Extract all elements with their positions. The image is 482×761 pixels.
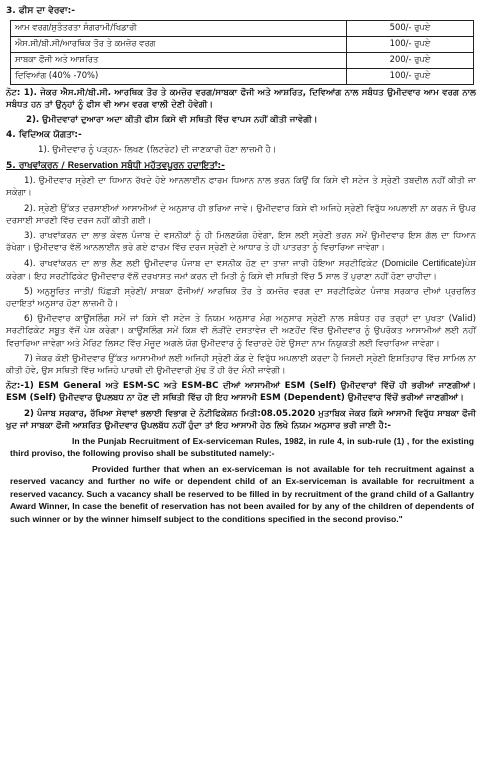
fee-category: ਦਿਵਿਆਂਗ (40% -70%) (11, 68, 347, 84)
esm-note-2: 2) ਪੰਜਾਬ ਸਰਕਾਰ, ਰੱਖਿਆ ਸੇਵਾਵਾਂ ਭਲਾਈ ਵਿਭਾਗ ਦੇ ਨੋਟੀਫਿਕੇਸ਼ਨ ਮਿਤੀ:08.05.2020 ਮੁਤਾਬਿਕ ਜੇਕਰ ਕਿਸੇ ਆਸਾਮੀ ਵਿਰੁੱਧ ਸਾਬਕਾ ਫੌਜੀ ਖੁਦ ਜਾਂ ਸਾਬਕਾ ਫੌਜੀ ਆਸ਼ਰਿਤ ਉਮੀਦਵਾਰ ਉਪਲਬੱਧ ਨਹੀਂ ਹੁੰਦਾ ਤਾਂ ਇਹ ਆਸਾਮੀ ਹੇਠ ਲਿਖੇ ਨਿਯਮ ਅਨੁਸਾਰ ਭਰੀ ਜਾਈ ਹੈ:- (6, 408, 476, 431)
fee-amount: 200/- ਰੁਪਏ (347, 52, 474, 68)
reservation-heading (6, 159, 476, 173)
fee-amount: 100/- ਰੁਪਏ (347, 36, 474, 52)
reservation-point: 2). ਸ੍ਰੇਣੀ ਉੱਕਤ ਦਰਸਾਈਆਂ ਆਸਾਮੀਆਂ ਦੇ ਅਨੁਸਾਰ ਹੀ ਭਰਿਆ ਜਾਵੇ। ਉਮੀਦਵਾਰ ਕਿਸੇ ਵੀ ਅਜਿਹੇ ਸ੍ਰੇਣੀ ਵਿਰੁੱਧ ਅਪਲਾਈ ਨਾ ਕਰਨ ਜੋ ਉਪਰ ਦਰਸਾਈ ਸਾਰਣੀ ਵਿੱਚ ਦਰਜ ਨਹੀਂ ਕੀਤੀ ਗਈ। (6, 203, 476, 226)
domicile-text-b: ਪੇਸ਼ ਕਰੇਗਾ। ਇਹ ਸਰਟੀਫਿਕੇਟ ਉਮੀਦਵਾਰ ਵੱਲੋਂ ਦਰਖਾਸਤ ਜਮਾਂ ਕਰਨ ਦੀ ਮਿਤੀ ਨੂੰ ਕਿਸੇ ਵੀ ਸਥਿਤੀ ਵਿੱਚ 5 ਸਾਲ ਤੋਂ ਪੁਰਾਣਾ ਨਹੀਂ ਹੋਣਾ ਚਾਹੀਦਾ। (6, 259, 476, 282)
fee-category: ਆਮ ਵਰਗ/ਸੁਤੰਤਰਤਾ ਸੰਗਰਾਮੀ/ਖਿਡਾਰੀ (11, 20, 347, 36)
fee-note-1: ਨੋਟ: 1). ਜੇਕਰ ਐਸ.ਸੀ/ਬੀ.ਸੀ. ਆਰਥਿਕ ਤੌਰ ਤੇ ਕਮਜ਼ੋਰ ਵਰਗ/ਸਾਬਕਾ ਫੌਜੀ ਅਤੇ ਆਸ਼ਰਿਤ, ਦਿਵਿਆਂਗ ਨਾਲ ਸਬੰਧਤ ਉਮੀਦਵਾਰ ਆਮ ਵਰਗ ਨਾਲ ਸਬੰਧਤ ਹਨ ਤਾਂ ਉਨ੍ਹਾਂ ਨੂੰ ਫੀਸ ਵੀ ਆਮ ਵਰਗ ਵਾਲੀ ਦੇਣੀ ਹੋਵੇਗੀ। (6, 87, 476, 110)
domicile-certificate-label: (Domicile Certificate) (381, 258, 465, 269)
reservation-heading-en: Reservation (67, 160, 119, 171)
reservation-point: 5) ਅਨੁਸੂਚਿਤ ਜਾਤੀ/ ਪਿੱਛੜੀ ਸ੍ਰੇਣੀ/ ਸਾਬਕਾ ਫੌਜੀਆਂ/ ਆਰਥਿਕ ਤੌਰ ਤੇ ਕਮਜ਼ੋਰ ਵਰਗ ਦਾ ਸਰਟੀਫਿਕੇਟ ਪੰਜਾਬ ਸਰਕਾਰ ਦੀਆਂ ਪ੍ਰਚਲਿਤ ਹਦਾਇਤਾਂ ਅਨੁਸਾਰ ਹੋਣਾ ਲਾਜ਼ਮੀ ਹੈ। (6, 286, 476, 309)
document-page (6, 5, 476, 528)
eligibility-item: 1). ਉਮੀਦਵਾਰ ਨੂੰ ਪੜ੍ਹਨ- ਲਿਖਣ (ਲਿਟਰੇਟ) ਦੀ ਜਾਣਕਾਰੀ ਹੋਣਾ ਲਾਜ਼ਮੀ ਹੈ। (38, 145, 277, 156)
reservation-point: 1). ਉਮੀਦਵਾਰ ਸ੍ਰੇਣੀ ਦਾ ਧਿਆਨ ਰੱਖਦੇ ਹੋਏ ਆਨਲਾਈਨ ਫਾਰਮ ਧਿਆਨ ਨਾਲ ਭਰਨ ਕਿਉਂ ਕਿ ਕਿਸੇ ਵੀ ਸਟੇਜ ਤੇ ਸ੍ਰੇਣੀ ਤਬਦੀਲ ਨਹੀਂ ਕੀਤੀ ਜਾ ਸਕੇਗਾ। (6, 176, 476, 199)
fee-table (10, 20, 474, 85)
fee-category: ਸਾਬਕਾ ਫੌਜੀ ਅਤੇ ਆਸ਼ਰਿਤ (11, 52, 347, 68)
table-row (11, 52, 474, 68)
table-row (11, 20, 474, 36)
table-row (11, 68, 474, 84)
quote-paragraph-1: In the Punjab Recruitment of Ex-serviceman Rules, 1982, in rule 4, in sub-rule (1) , for the existing third proviso, the following proviso shall be substituted namely:- (10, 435, 474, 459)
fee-amount: 100/- ਰੁਪਏ (347, 68, 474, 84)
reservation-heading-suffix: ਸਬੰਧੀ ਮਹੱਤਵਪੂਰਨ ਹਦਾਇਤਾਂ:- (118, 161, 225, 172)
reservation-point (6, 257, 476, 282)
domicile-text-a: 4). ਰਾਖਵਾਂਕਰਨ ਦਾ ਲਾਭ ਲੈਣ ਲਈ ਉਮੀਦਵਾਰ ਪੰਜਾਬ ਦਾ ਵਸਨੀਕ ਹੋਣ ਦਾ ਤਾਜ਼ਾ ਜਾਰੀ ਹੋਇਆ ਸਰਟੀਫਿਕੇਟ (24, 259, 378, 270)
fee-category: ਐਸ.ਸੀ/ਬੀ.ਸੀ/ਆਰਥਿਕ ਤੌਰ ਤੇ ਕਮਜ਼ੋਰ ਵਰਗ (11, 36, 347, 52)
reservation-point: 6) ਉਮੀਦਵਾਰ ਕਾਊਂਸਲਿੰਗ ਸਮੇਂ ਜਾਂ ਕਿਸੇ ਵੀ ਸਟੇਜ ਤੇ ਨਿਯਮ ਅਨੁਸਾਰ ਮੰਗ ਅਨੁਸਾਰ ਸ੍ਰੇਣੀ ਨਾਲ ਸਬੰਧਤ ਹਰ ਤਰ੍ਹਾਂ ਦਾ ਪੁਖਤਾ (Valid) ਸਰਟੀਫਿਕੇਟ ਸਬੂਤ ਵੱਜੋਂ ਪੇਸ਼ ਕਰੇਗਾ। ਕਾਊਂਸਲਿੰਗ ਸਮੇਂ ਕਿਸ਼ ਵੀ ਲੋੜੀਂਦੇ ਦਸਤਾਵੇਜ਼ ਦੀ ਅਣਹੋਂਦ ਵਿੱਚ ਉਮੀਦਵਾਰ ਨੂੰ ਉਪਰੋਕਤ ਆਸਾਮੀਆਂ ਲਈ ਨਹੀਂ ਵਿਚਾਰਿਆ ਜਾਵੇਗਾ ਅਤੇ ਮੈਰਿਟ ਲਿਸਟ ਵਿੱਚ ਮੌਜੂਦ ਅਗਲੇ ਯੋਗ ਉਮੀਦਵਾਰ ਨੂੰ ਵਿਚਾਰਦੇ ਹੋਏ ਉਸਦਾ ਨਾਮ ਨਿਯੁਕਤੀ ਲਈ ਵਿਚਾਰਿਆ ਜਾਵੇਗਾ। (6, 314, 476, 349)
eligibility-heading: 4. ਵਿਦਿਅਕ ਯੋਗਤਾ:- (6, 130, 82, 141)
fee-heading: 3. ਫੀਸ ਦਾ ਵੇਰਵਾ:- (6, 6, 75, 16)
reservation-point: 3). ਰਾਖਵਾਂਕਰਨ ਦਾ ਲਾਭ ਕੇਵਲ ਪੰਜਾਬ ਦੇ ਵਸਨੀਕਾਂ ਨੂੰ ਹੀ ਮਿਲਣਯੋਗ ਹੋਵੇਗਾ, ਇਸ ਲਈ ਸ੍ਰੇਣੀ ਭਰਨ ਸਮੇਂ ਉਮੀਦਵਾਰ ਇਸ ਗੱਲ ਦਾ ਧਿਆਨ ਰੱਖੇਗਾ। ਉਮੀਦਵਾਰ ਵੱਲੋਂ ਆਨਲਾਈਨ ਭਰੇ ਗਏ ਫਾਰਮ ਵਿੱਚ ਦਰਜ ਸ੍ਰੇਣੀ ਦੇ ਆਧਾਰ ਤੇ ਹੀ ਪਾਤਰਤਾ ਨੂੰ ਵਿਚਾਰਿਆ ਜਾਵੇਗਾ। (6, 230, 476, 254)
rule-quote (6, 435, 476, 525)
esm-note-1: ਨੋਟ:-1) ESM General ਅਤੇ ESM-SC ਅਤੇ ESM-BC ਦੀਆਂ ਆਸਾਮੀਆਂ ESM (Self) ਉਮੀਦਵਾਰਾਂ ਵਿੱਚੋਂ ਹੀ ਭਰੀਆਂ ਜਾਣਗੀਆਂ। ESM (Self) ਉਮੀਦਵਾਰ ਉਪਲਬਧ ਨਾ ਹੋਣ ਦੀ ਸਥਿਤੀ ਵਿੱਚ ਹੀ ਇਹ ਆਸਾਮੀ ESM (Dependent) ਉਮੀਦਵਾਰ ਵਿੱਚੋਂ ਭਰੀਆਂ ਜਾਣਗੀਆਂ। (6, 381, 476, 404)
table-row (11, 36, 474, 52)
reservation-heading-prefix: 5. ਰਾਖਵਾਂਕਰਨ / (6, 161, 68, 172)
reservation-point: 7) ਜੇਕਰ ਕੋਈ ਉਮੀਦਵਾਰ ਉੱਕਤ ਆਸਾਮੀਆਂ ਲਈ ਅਜਿਹੀ ਸ੍ਰੇਣੀ ਕੋਡ ਦੇ ਵਿਰੁੱਧ ਅਪਲਾਈ ਕਰਦਾ ਹੈ ਜਿਸਦੀ ਸ੍ਰੇਣੀ ਇਸ਼ਤਿਹਾਰ ਵਿੱਚ ਸਾਮਿਲ ਨਾ ਕੀਤੀ ਹੋਵੇ, ਉਸ ਸਥਿਤੀ ਵਿੱਚ ਅਜਿਹੇ ਪਾਰਥੀ ਦੀ ਉਮੀਦਵਾਰੀ ਮੁੱਢ ਤੋਂ ਹੀ ਰੱਦ ਮੰਨੀ ਜਾਵੇਗੀ। (6, 353, 476, 376)
quote-paragraph-2: Provided further that when an ex-serviceman is not available for teh recruitment against a reserved vacancy and further no wife or dependent child of an Ex-serviceman is available for recruitment a reserved vacancy. Such a vacancy shall be reserved to be filled in by recruitment of the grand child of a Gallantry Award Winner, In case the benefit of reservation has not been availed for by any of the children of dependents of such winner or by the winner himself subject to the conditions specified in the second proviso." (10, 463, 474, 524)
fee-amount: 500/- ਰੁਪਏ (347, 20, 474, 36)
fee-note-2: 2). ਉਮੀਦਵਾਰਾਂ ਦੁਆਰਾ ਅਦਾ ਕੀਤੀ ਫੀਸ ਕਿਸੇ ਵੀ ਸਥਿਤੀ ਵਿੱਚ ਵਾਪਸ ਨਹੀਂ ਕੀਤੀ ਜਾਵੇਗੀ। (26, 115, 318, 126)
